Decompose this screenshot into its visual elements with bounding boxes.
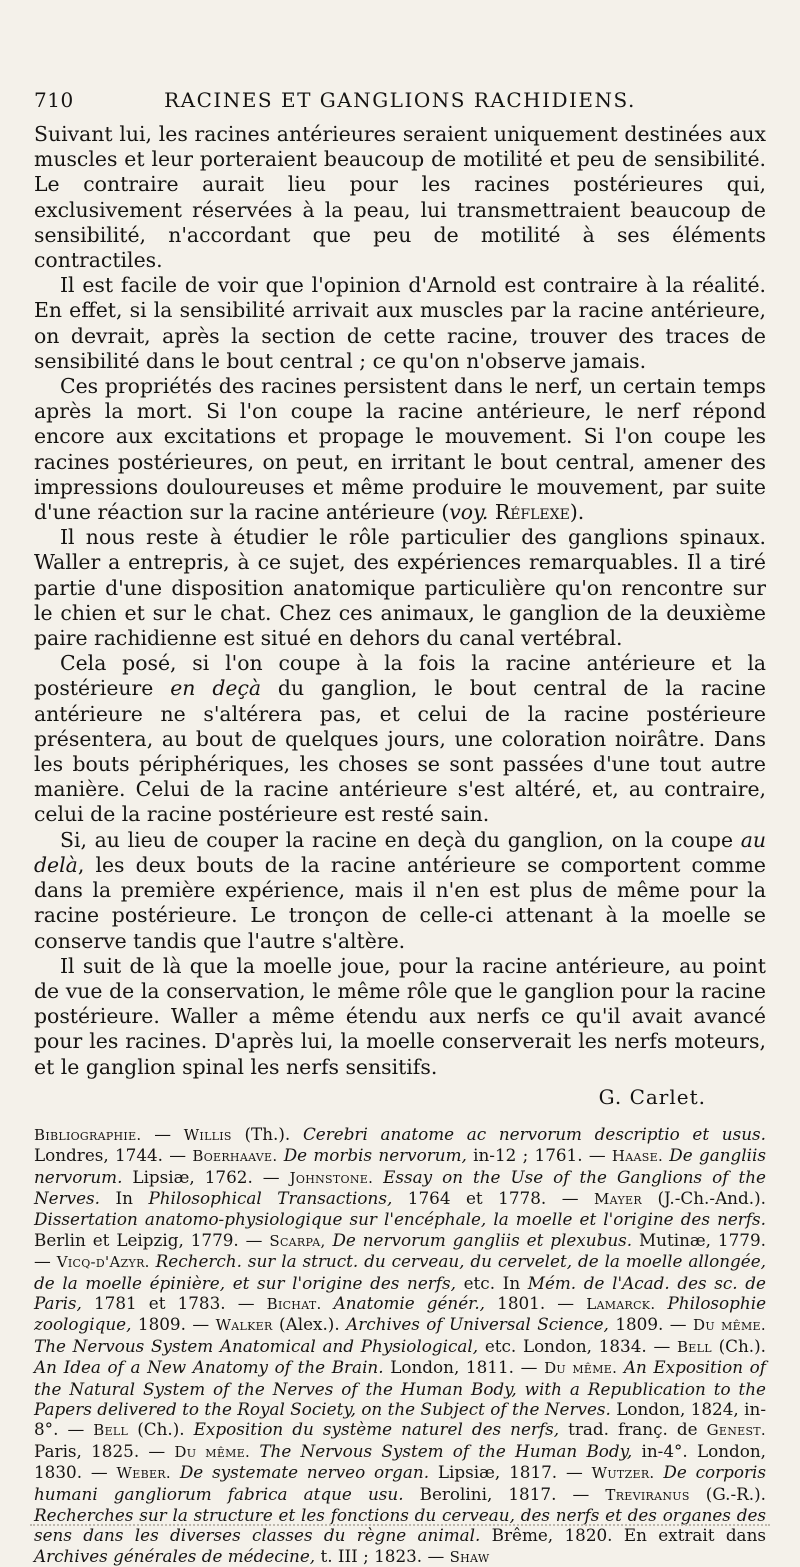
bib-text: etc. London, 1834. — (484, 1335, 671, 1356)
paragraph: Il suit de là que la moelle joue, pour la racine antérieure, au point de vue de la conservation, le même rôle que le ganglion pour la racine postérieure. Waller a même étendu aux nerfs ce qu'il avait avancé pour les racines. D'après lui, la moelle conserverait les nerfs moteurs, et le ganglion spinal les nerfs sensitifs. (34, 953, 766, 1079)
bib-text: Paris, 1825. — (34, 1440, 166, 1461)
bib-text: (G.-R.). (705, 1483, 766, 1504)
bib-text: Lipsiæ, 1762. — (132, 1166, 280, 1187)
bib-text: (Ch.). (718, 1335, 767, 1356)
bib-author: Bell (93, 1421, 129, 1440)
bib-text: Brême, 1820. En extrait dans (491, 1525, 766, 1546)
bib-title: The Nervous System Anatomical and Physiological, (34, 1335, 479, 1356)
bib-text: (J.-Ch.-And.). (657, 1187, 766, 1208)
bib-author: Johnstone. (289, 1168, 374, 1187)
bib-title: An Idea of a New Anatomy of the Brain. (34, 1357, 384, 1378)
bib-text: Lipsiæ, 1817. — (437, 1462, 583, 1483)
bib-author: Du même. (174, 1442, 251, 1461)
bib-text: in-12 ; 1761. — (473, 1145, 606, 1166)
paragraph: Il est facile de voir que l'opinion d'Arnold est contraire à la réalité. En effet, si la sensibilité arrivait aux muscles par la racine antérieure, on devrait, après la section de cette racine, trouver des traces de sensibilité dans le bout central ; ce qu'on n'observe jamais. (34, 273, 766, 373)
running-header (34, 88, 766, 122)
bib-text: (Alex.). (279, 1314, 340, 1335)
bib-text: 1809. — (615, 1314, 687, 1335)
bib-title: Exposition du système naturel des nerfs, (193, 1419, 560, 1440)
bib-title: De gangliis nervorum. (34, 1145, 766, 1187)
emphasis: au delà (34, 827, 767, 877)
bib-text: 1781 et 1783. — (94, 1292, 255, 1313)
page-number: 710 (34, 88, 74, 112)
bib-text: 1809. — (137, 1314, 210, 1335)
bib-title: Cerebri anatome ac nervorum descriptio et usus. (302, 1123, 766, 1144)
bib-text: trad. franç. de (568, 1419, 698, 1440)
bib-text: t. III ; 1823. — (320, 1545, 445, 1566)
bib-text: Londres, 1744. — (34, 1145, 187, 1166)
bib-translator: Genest. (706, 1421, 766, 1440)
bib-title: De systemate nerveo organ. (179, 1462, 430, 1483)
paragraph-text: Ces propriétés des racines persistent dans le nerf, un certain temps après la mort. Si l'on coupe la racine antérieure, le nerf répond encore aux excitations et propage le mouvement. Si l'on coupe les racines postérieures, on peut, en irritant le bout central, amener des impressions douloureuses et même produire le mouvement, par suite d'une réaction sur la racine antérieure ( (34, 374, 766, 525)
bib-author: Wutzer. (591, 1464, 655, 1483)
bib-journal: Archives générales de médecine, (34, 1545, 316, 1566)
bib-author: Treviranus (605, 1485, 690, 1504)
paragraph-text: du ganglion, le bout central de la racine antérieure ne s'altérera pas, et celui de la racine postérieure présentera, au bout de quelques jours, une coloration noirâtre. Dans les bouts périphériques, les choses se sont passées d'une tout autre manière. Celui de la racine antérieure s'est altéré, et, au contraire, celui de la racine postérieure est resté sain. (34, 676, 766, 827)
bib-title: Philosophie zoologique, (34, 1292, 766, 1335)
bib-text: London, 1824, in-8°. — (34, 1399, 766, 1440)
bib-text: Berolini, 1817. — (419, 1483, 590, 1504)
bib-text: etc. In (463, 1272, 521, 1293)
bib-author: Weber. (116, 1464, 171, 1483)
bib-author: Walker (215, 1316, 273, 1335)
paragraph-text: Cela posé, si l'on coupe à la fois la racine antérieure et la postérieure (34, 651, 766, 701)
cross-reference-voy: voy. (449, 500, 489, 525)
bib-text: Mutinæ, 1779. — (34, 1229, 766, 1272)
bib-title: Essay on the Use of the Ganglions of the Nerves. (34, 1166, 766, 1208)
article-body (34, 122, 766, 1080)
cross-reference-term: Réflexe (494, 500, 570, 525)
bib-title: De morbis nervorum, (283, 1145, 467, 1166)
bib-journal: Philosophical Transactions, (148, 1187, 393, 1208)
author-signature: G. Carlet. (598, 1084, 706, 1109)
bib-author: Willis (183, 1125, 232, 1144)
bib-author: Vicq-d'Azyr. (56, 1253, 150, 1272)
paragraph (34, 374, 766, 525)
bib-author: Haase. (611, 1147, 664, 1166)
bib-author: Lamarck. (586, 1294, 656, 1313)
bib-author: Du même. (544, 1359, 618, 1378)
bib-author: Bichat. (266, 1294, 322, 1313)
bib-text: 1801. — (497, 1292, 575, 1313)
bib-text: (Th.). (244, 1123, 291, 1144)
paragraph (34, 828, 766, 954)
bib-author: Scarpa, (269, 1231, 326, 1250)
bib-title: De corporis humani gangliorum fabrica atque usu. (34, 1462, 766, 1504)
bib-journal: Mém. de l'Acad. des sc. de Paris, (34, 1272, 766, 1313)
bottom-dotted-rule (30, 1524, 770, 1526)
bib-text: 1764 et 1778. — (407, 1187, 579, 1208)
bib-title: Recherches sur la structure et les fonctions du cerveau, des nerfs et des organes des sens dans les diverses classes du règne animal. (34, 1505, 766, 1546)
bib-text: London, 1811. — (390, 1357, 538, 1378)
bib-author: Du même. (693, 1316, 766, 1335)
paragraph (34, 651, 766, 827)
bib-author: Boerhaave. (192, 1147, 278, 1166)
bib-title: De nervorum gangliis et plexubus. (332, 1229, 633, 1250)
bib-title: An Exposition of the Natural System of the Nerves of the Human Body, with a Republication to the Papers delivered to the Royal Society, on the Subject of the Nerves. (34, 1357, 766, 1419)
paragraph-text: , les deux bouts de la racine antérieure se comportent comme dans la première expérience, mais il n'en est plus de même pour la racine postérieure. Le tronçon de celle-ci attenant à la moelle se conserve tandis que l'autre s'altère. (34, 852, 766, 953)
paragraph: Il nous reste à étudier le rôle particulier des ganglions spinaux. Waller a entrepris, à ce sujet, des expériences remarquables. Il a tiré partie d'une disposition anatomique particulière qu'on rencontre sur le chien et sur le chat. Chez ces animaux, le ganglion de la deuxième paire rachidienne est situé en dehors du canal vertébral. (34, 525, 766, 651)
bibliography-label: Bibliographie. (34, 1125, 142, 1144)
bib-text: Berlin et Leipzig, 1779. — (34, 1229, 263, 1250)
bib-author: Shaw (449, 1547, 490, 1566)
paragraph-text: ). (569, 500, 585, 525)
running-title: RACINES ET GANGLIONS RACHIDIENS. (164, 88, 636, 112)
bib-author: Mayer (594, 1189, 642, 1208)
bib-text: In (115, 1187, 133, 1208)
paragraph: Suivant lui, les racines antérieures seraient uniquement destinées aux muscles et leur porteraient beaucoup de motilité et peu de sensibilité. Le contraire aurait lieu pour les racines postérieures qui, exclusivement réservées à la peau, lui transmettraient beaucoup de sensibilité, n'accordant que peu de motilité à ses éléments contractiles. (34, 122, 766, 273)
bib-title: Archives of Universal Science, (346, 1314, 609, 1335)
bib-author: Bell (676, 1337, 712, 1356)
paragraph-text: Si, au lieu de couper la racine en deçà du ganglion, on la coupe (60, 827, 734, 852)
bib-text: (Ch.). (137, 1419, 185, 1440)
bib-title: The Nervous System of the Human Body, (259, 1440, 633, 1461)
bib-title: Dissertation anatomo-physiologique sur l'encéphale, la moelle et l'origine des nerfs. (34, 1209, 766, 1230)
bib-text: in-4°. London, 1830. — (34, 1440, 766, 1483)
bib-title: Anatomie génér., (333, 1292, 486, 1313)
bibliography: Bibliographie. — Willis (Th.). Cerebri anatome ac nervorum descriptio et usus. Londres, 1744. — Boerhaave. De morbis nervorum, in-12 ; 1761. — Haase. De gangliis nervorum. Lipsiæ, 1762. — Johnstone. Essay on the Use of the Ganglions of the Nerves. In Philosophical Transactions, 1764 et 1778. — Mayer (J.-Ch.-And.). Dissertation anatomo-physiologique sur l'encéphale, la moelle et l'origine des nerfs. Berlin et Leipzig, 1779. — Scarpa, De nervorum gangliis et plexubus. Mutinæ, 1779. — Vicq-d'Azyr. Recherch. sur la struct. du cerveau, du cervelet, de la moelle allongée, de la moelle épinière, et sur l'origine des nerfs, etc. In Mém. de l'Acad. des sc. de Paris, 1781 et 1783. — Bichat. Anatomie génér., 1801. — Lamarck. Philosophie zoologique, 1809. — Walker (Alex.). Archives of Universal Science, 1809. — Du même. The Nervous System Anatomical and Physiological, etc. London, 1834. — Bell (Ch.). An Idea of a New Anatomy of the Brain. London, 1811. — Du même. An Exposition of the Natural System of the Nerves of the Human Body, with a Republication to the Papers delivered to the Royal Society, on the Subject of the Nerves. London, 1824, in-8°. — Bell (Ch.). Exposition du système naturel des nerfs, trad. franç. de Genest. Paris, 1825. — Du même. The Nervous System of the Human Body, in-4°. London, 1830. — Weber. De systemate nerveo organ. Lipsiæ, 1817. — Wutzer. De corporis humani gangliorum fabrica atque usu. Berolini, 1817. — Treviranus (G.-R.). Recherches sur la structure et les fonctions du cerveau, des nerfs et des organes des sens dans les diverses classes du règne animal. Brême, 1820. En extrait dans Archives générales de médecine, t. III ; 1823. — Shaw (34, 1123, 767, 1566)
emphasis: en deçà (170, 676, 262, 701)
bib-title: Recherch. sur la struct. du cerveau, du cervelet, de la moelle allongée, de la moelle épinière, et sur l'origine des nerfs, (34, 1251, 766, 1293)
